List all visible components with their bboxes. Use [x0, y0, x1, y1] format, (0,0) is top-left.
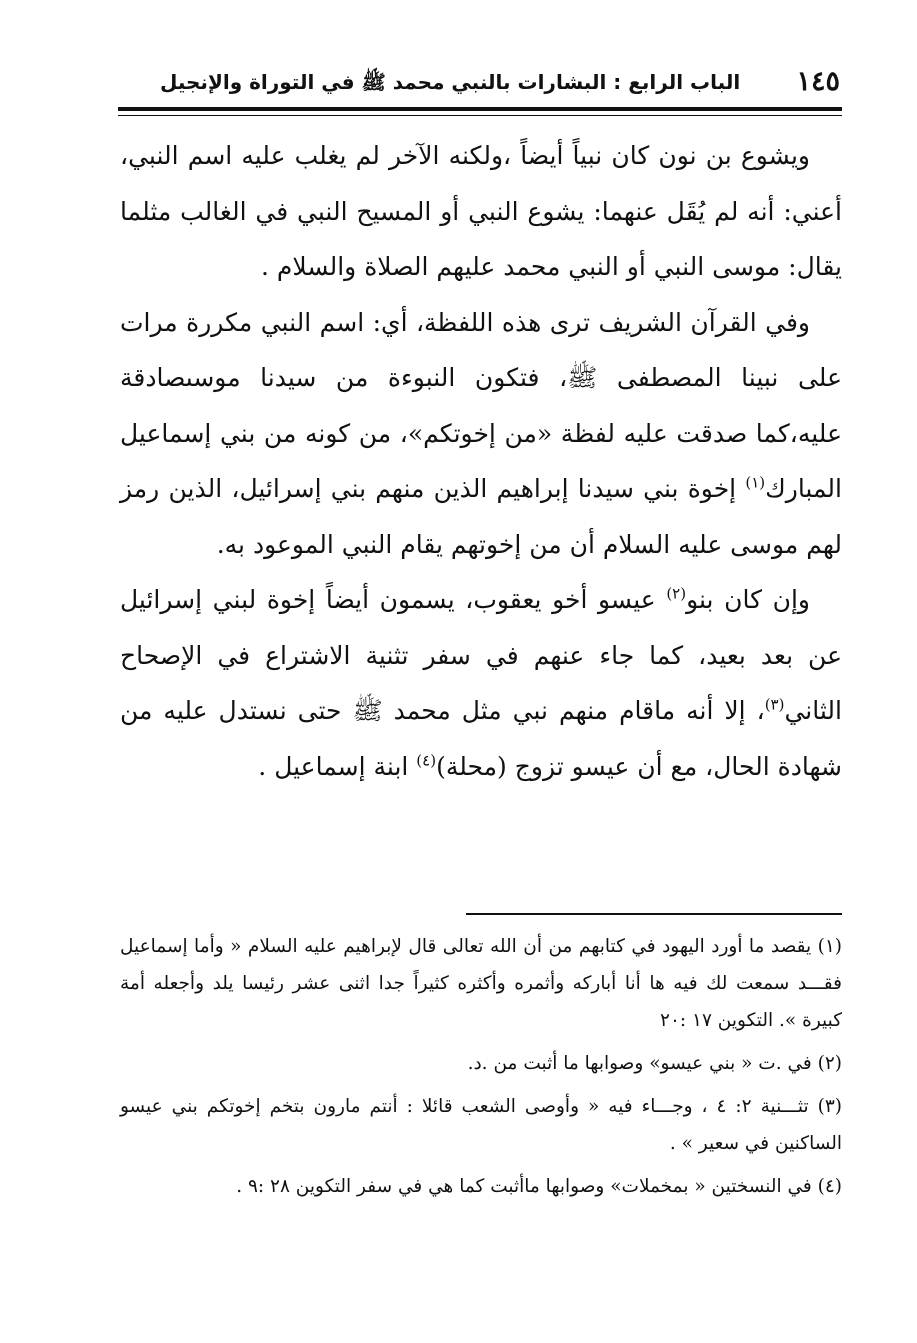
footnote-3: (٣) تثـــنية ٢: ٤ ، وجـــاء فيه « وأوصى الشعب قائلا : أنتم مارون بتخم إخوتكم بني عيسو الساكنين في سعير » .: [120, 1096, 842, 1154]
footnote-separator: [466, 913, 842, 915]
paragraph-3-part-b: عيسو أخو يعقوب، يسمون أيضاً إخوة لبني إسرائيل عن بعد بعيد، كما جاء عنهم في سفر تثنية الاشتراع في الإصحاح الثاني: [120, 585, 842, 725]
footnotes: [120, 928, 842, 1205]
paragraph-2-part-a: وفي القرآن الشريف ترى هذه اللفظة، أي: اسم النبي مكررة مرات على نبينا المصطفى ﷺ، فتكون النبوءة من سيدنا موسىصادقة عليه،كما صدقت عليه لفظة «من إخوتكم»، من كونه من بني إسماعيل المبارك: [120, 307, 842, 503]
footnote-2: (٢) في .ت « بني عيسو» وصوابها ما أثبت من .د.: [467, 1053, 842, 1074]
paragraph-3-part-d: ابنة إسماعيل .: [258, 751, 417, 781]
footnote-ref-2[interactable]: (٢): [666, 584, 687, 603]
paragraph-3: [120, 572, 842, 794]
footnote-1: (١) يقصد ما أورد اليهود في كتابهم من أن الله تعالى قال لإبراهيم عليه السلام « وأما إسماعيل فقـــد سمعت لك فيه ها أنا أباركه وأثمره وأكثره كثيراً جدا اثنى عشر رئيسا يلد وأجعله أمة كبيرة ». التكوين ١٧ :٢٠: [120, 936, 842, 1031]
header-rule-thick: [118, 107, 842, 111]
page-number: ١٤٥: [796, 66, 840, 97]
header-rule-thin: [118, 115, 842, 116]
footnote-ref-4[interactable]: (٤): [416, 751, 437, 770]
paragraph-3-part-c: ، إلا أنه ماقام منهم نبي مثل محمد ﷺ حتى نستدل عليه من شهادة الحال، مع أن عيسو تزوج (محلة): [120, 696, 842, 781]
body-text: [120, 128, 842, 794]
footnote-ref-3[interactable]: (٣): [764, 695, 785, 714]
running-title: الباب الرابع : البشارات بالنبي محمد ﷺ في التوراة والإنجيل: [160, 70, 741, 94]
paragraph-1: ويشوع بن نون كان نبياً أيضاً ،ولكنه الآخر لم يغلب عليه اسم النبي، أعني: أنه لم يُقَل عنهما: يشوع النبي أو المسيح النبي في الغالب مثلما يقال: موسى النبي أو النبي محمد عليهم الصلاة والسلام .: [120, 141, 842, 281]
footnote-ref-1[interactable]: (١): [745, 473, 766, 492]
paragraph-3-part-a: وإن كان بنو: [686, 585, 810, 614]
footnote-4: (٤) في النسختين « بمخملات» وصوابها ماأثبت كما هي في سفر التكوين ٢٨ :٩ .: [236, 1176, 842, 1197]
page-header: [120, 64, 840, 104]
paragraph-2-part-b: إخوة بني سيدنا إبراهيم الذين منهم بني إسرائيل، الذين رمز لهم موسى عليه السلام أن من إخوتهم يقام النبي الموعود به.: [120, 474, 842, 559]
paragraph-2: [120, 295, 842, 573]
